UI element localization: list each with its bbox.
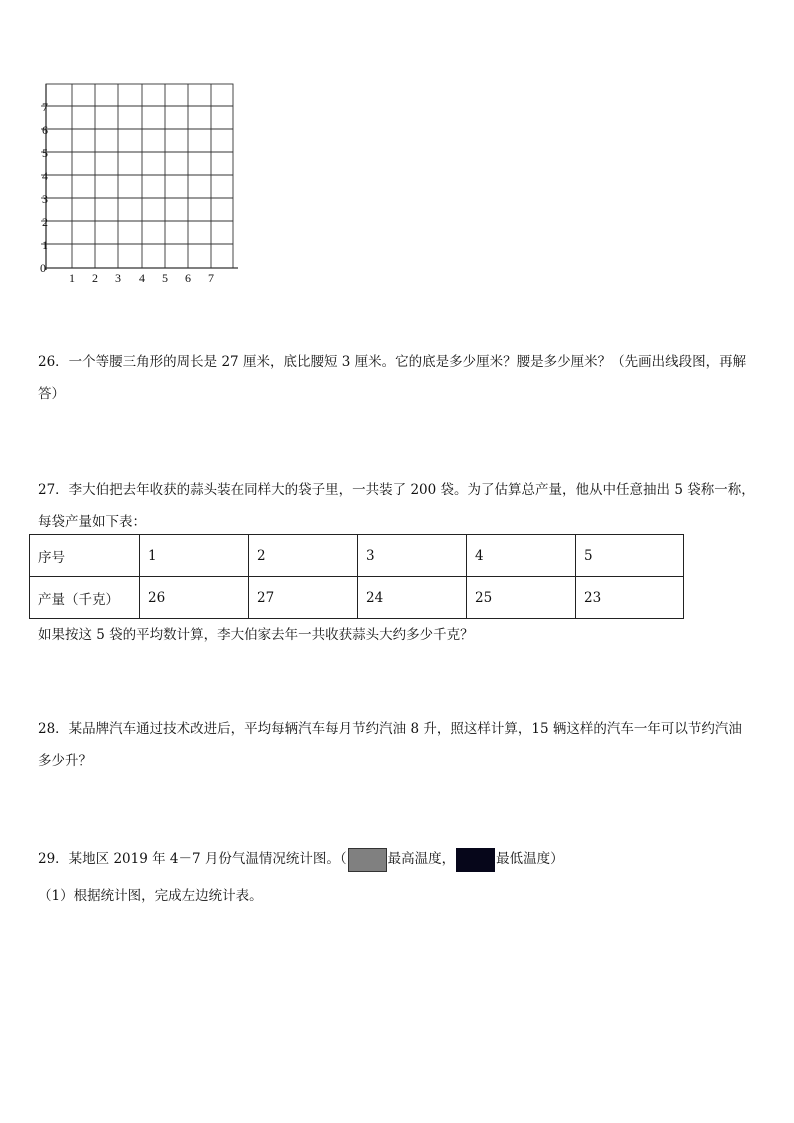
- table-cell: 5: [576, 535, 684, 577]
- question-29-line1: [38, 843, 760, 875]
- question-28: [38, 713, 760, 777]
- legend-low-label: 最低温度）: [496, 851, 564, 867]
- table-cell: 24: [358, 577, 467, 619]
- question-29-intro: 29．某地区 2019 年 4－7 月份气温情况统计图。（: [38, 851, 347, 867]
- question-26: [38, 346, 760, 410]
- table-cell: 序号: [30, 535, 140, 577]
- y-tick-label: 7: [42, 100, 48, 114]
- x-tick-label: 6: [185, 271, 191, 285]
- y-tick-label: 5: [42, 146, 48, 160]
- y-tick-label: 3: [42, 192, 48, 206]
- table-row: [30, 577, 684, 619]
- question-27-line1: 27．李大伯把去年收获的蒜头装在同样大的袋子里，一共装了 200 袋。为了估算总产量，他从中任意抽出 5 袋称一称，: [38, 482, 755, 498]
- y-tick-label: 6: [42, 123, 48, 137]
- table-cell: 26: [140, 577, 249, 619]
- table-cell: 3: [358, 535, 467, 577]
- question-28-line2: 多少升？: [38, 753, 92, 769]
- y-tick-label: 2: [42, 215, 48, 229]
- legend-high-swatch: [348, 848, 387, 872]
- table-row: [30, 535, 684, 577]
- table-cell: 4: [467, 535, 576, 577]
- table-cell: 产量（千克）: [30, 577, 140, 619]
- question-27: [38, 474, 760, 538]
- table-cell: 2: [249, 535, 358, 577]
- x-tick-label: 2: [92, 271, 98, 285]
- x-tick-label: 1: [69, 271, 75, 285]
- question-26-line2: 答）: [38, 386, 65, 402]
- legend-high-label: 最高温度，: [387, 851, 456, 867]
- table-cell: 23: [576, 577, 684, 619]
- table-cell: 27: [249, 577, 358, 619]
- x-tick-label: 4: [139, 271, 145, 285]
- y-tick-label: 0: [40, 261, 46, 275]
- question-26-line1: 26．一个等腰三角形的周长是 27 厘米，底比腰短 3 厘米。它的底是多少厘米？腰是多少厘米？（先画出线段图，再解: [38, 354, 747, 370]
- question-28-line1: 28．某品牌汽车通过技术改进后，平均每辆汽车每月节约汽油 8 升，照这样计算，15 辆这样的汽车一年可以节约汽油: [38, 721, 742, 737]
- question-27-line2: 每袋产量如下表：: [38, 514, 146, 530]
- grid-frame: [46, 84, 233, 268]
- coordinate-grid: [28, 80, 248, 290]
- question-27-prompt: 如果按这 5 袋的平均数计算，李大伯家去年一共收获蒜头大约多少千克？: [38, 627, 474, 643]
- question-29: [38, 843, 760, 875]
- legend-low-swatch: [456, 848, 495, 872]
- x-tick-label: 5: [162, 271, 168, 285]
- table-cell: 1: [140, 535, 249, 577]
- y-tick-label: 4: [42, 169, 48, 183]
- coordinate-grid-svg: [28, 80, 248, 290]
- y-tick-label: 1: [42, 238, 48, 252]
- yield-table: [29, 534, 684, 619]
- table-cell: 25: [467, 577, 576, 619]
- x-tick-label: 7: [208, 271, 214, 285]
- x-tick-label: 3: [115, 271, 121, 285]
- question-29-sub1: （1）根据统计图，完成左边统计表。: [38, 888, 263, 904]
